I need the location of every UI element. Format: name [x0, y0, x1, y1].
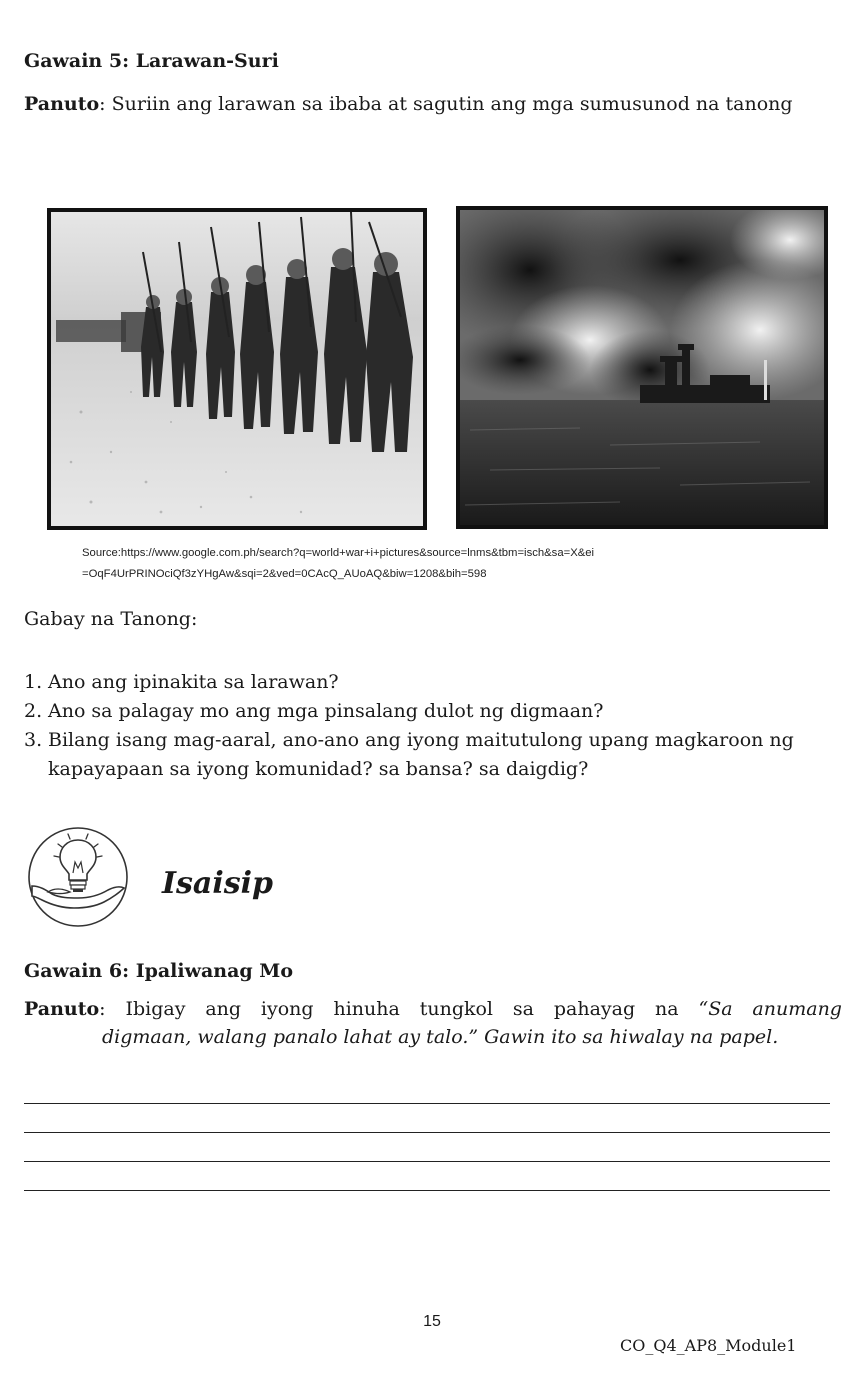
soldiers-photo-illustration — [51, 212, 423, 526]
guide-title: Gabay na Tanong: — [24, 608, 198, 630]
instruction-label: Panuto — [24, 93, 100, 115]
instruction6-label: Panuto — [24, 998, 100, 1020]
question-text: Ano sa palagay mo ang mga pinsalang dulot ng digmaan? — [48, 700, 604, 722]
instruction6-quote-2: digmaan, walang panalo lahat ay talo.” — [102, 1026, 479, 1048]
question-text: Bilang isang mag-aaral, ano-ano ang iyong maitutulong upang magkaroon ng kapayapaan sa iyong komunidad? sa bansa? sa daigdig? — [48, 729, 794, 780]
answer-line[interactable] — [24, 1190, 830, 1191]
question-item — [24, 726, 844, 784]
answer-line[interactable] — [24, 1103, 830, 1104]
question-number: 2. — [24, 700, 43, 722]
module-code: CO_Q4_AP8_Module1 — [620, 1336, 797, 1355]
instruction-text: : Suriin ang larawan sa ibaba at sagutin ang mga sumusunod na tanong — [99, 93, 793, 115]
burning-ships-photo — [456, 206, 828, 529]
instruction6-quote-1: “Sa anumang — [698, 998, 842, 1020]
instruction6-suffix: Gawin ito sa hiwalay na papel. — [478, 1026, 779, 1048]
answer-line[interactable] — [24, 1161, 830, 1162]
question-number: 3. — [24, 729, 43, 751]
instruction6-line-2 — [24, 1023, 842, 1051]
image-source — [82, 543, 822, 585]
source-line-1: Source:https://www.google.com.ph/search?q=world+war+i+pictures&source=lnms&tbm=isch&sa=X&ei — [82, 547, 595, 559]
lightbulb-hand-icon — [26, 826, 130, 928]
burning-ships-illustration — [460, 210, 824, 525]
activity6-title: Gawain 6: Ipaliwanag Mo — [24, 960, 294, 982]
instruction6-prefix: : Ibigay ang iyong hinuha tungkol sa pahayag na — [99, 998, 699, 1020]
activity6-instruction — [24, 995, 842, 1051]
question-list — [24, 668, 844, 784]
question-item — [24, 668, 844, 697]
source-line-2: =OqF4UrPRINOciQf3zYHgAw&sqi=2&ved=0CAcQ_AUoAQ&biw=1208&bih=598 — [82, 568, 487, 580]
question-text: Ano ang ipinakita sa larawan? — [48, 671, 339, 693]
isaisip-title: Isaisip — [162, 866, 274, 901]
answer-line[interactable] — [24, 1132, 830, 1133]
page-number: 15 — [423, 1313, 441, 1330]
question-item — [24, 697, 844, 726]
question-number: 1. — [24, 671, 43, 693]
activity5-title: Gawain 5: Larawan-Suri — [24, 50, 279, 72]
instruction6-line-1 — [24, 995, 842, 1023]
soldiers-photo — [47, 208, 427, 530]
activity5-instruction — [24, 90, 842, 119]
